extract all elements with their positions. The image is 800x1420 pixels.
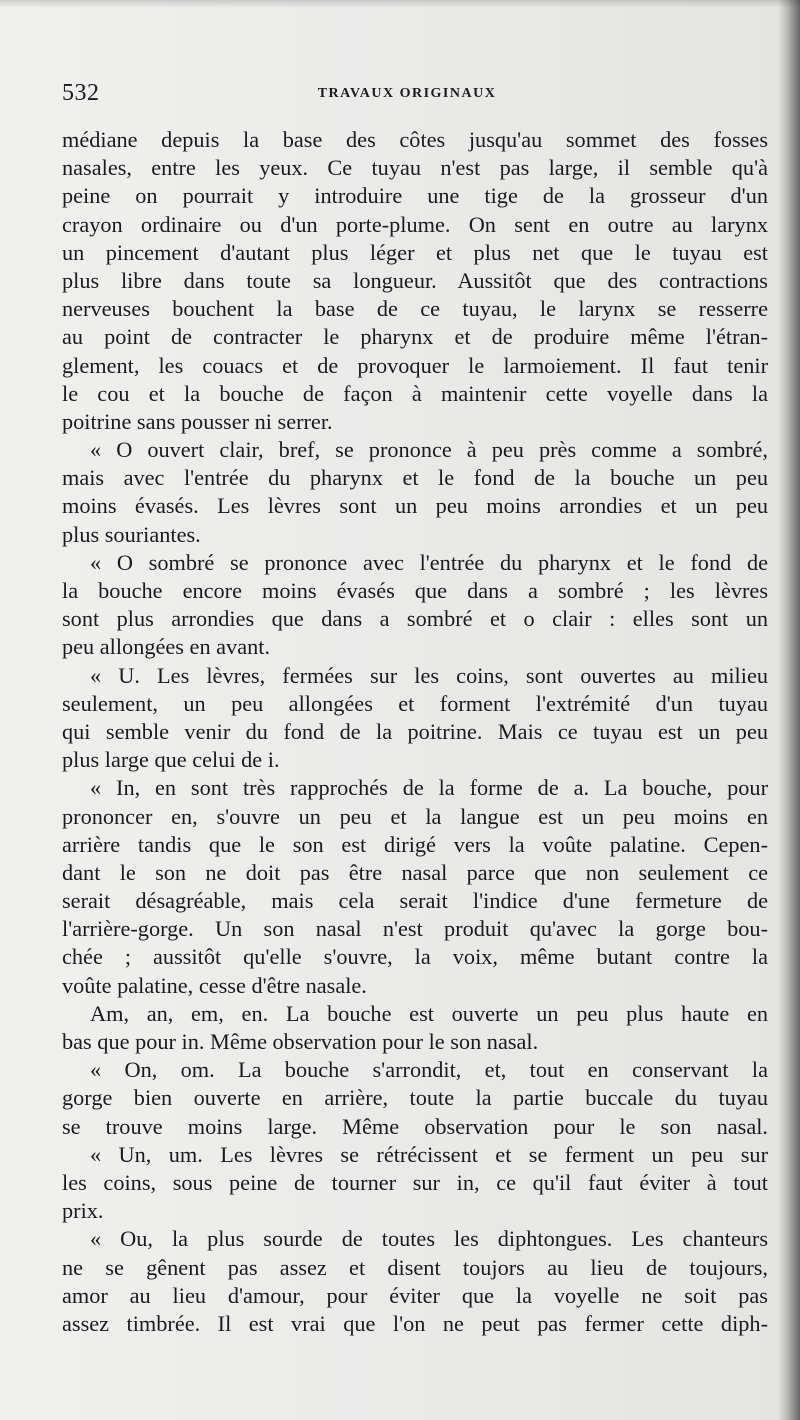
text-line: plus libre dans toute sa longueur. Aussitôt que des contractions (62, 267, 768, 293)
text-line: chée ; aussitôt qu'elle s'ouvre, la voix, même butant contre la (62, 944, 768, 970)
text-line: au point de contracter le pharynx et de produire même l'étran- (62, 324, 768, 350)
text-line: « O sombré se prononce avec l'entrée du pharynx et le fond de (90, 549, 768, 575)
text-line: dant le son ne doit pas être nasal parce que non seulement ce (62, 859, 768, 885)
text-line: peine on pourrait y introduire une tige de la grosseur d'un (62, 183, 768, 209)
text-line: un pincement d'autant plus léger et plus net que le tuyau est (62, 239, 768, 265)
text-line: « U. Les lèvres, fermées sur les coins, sont ouvertes au milieu (90, 662, 768, 688)
text-line: nerveuses bouchent la base de ce tuyau, le larynx se resserre (62, 296, 768, 322)
text-line: qui semble venir du fond de la poitrine. Mais ce tuyau est un peu (62, 718, 768, 744)
text-line: moins évasés. Les lèvres sont un peu moins arrondies et un peu (62, 493, 768, 519)
text-line: plus souriantes. (62, 521, 201, 547)
text-line: poitrine sans pousser ni serrer. (62, 408, 333, 434)
text-line: plus large que celui de i. (62, 747, 280, 773)
text-line: arrière tandis que le son est dirigé vers la voûte palatine. Cepen- (62, 831, 768, 857)
text-line: se trouve moins large. Même observation pour le son nasal. (62, 1113, 768, 1139)
text-line: médiane depuis la base des côtes jusqu'au sommet des fosses (62, 127, 768, 152)
text-line: les coins, sous peine de tourner sur in, ce qu'il faut éviter à tout (62, 1169, 768, 1195)
running-head: TRAVAUX ORIGINAUX (317, 86, 497, 101)
text-line: « Un, um. Les lèvres se rétrécissent et se ferment un peu sur (90, 1141, 768, 1167)
text-line: amor au lieu d'amour, pour éviter que la voyelle ne soit pas (62, 1282, 768, 1308)
page-header (62, 80, 752, 110)
text-line: ne se gênent pas assez et disent toujors au lieu de toujours, (62, 1254, 768, 1280)
text-line: sont plus arrondies que dans a sombré et o clair : elles sont un (62, 606, 768, 632)
page-top-shadow (0, 0, 800, 8)
text-line: prix. (62, 1198, 104, 1224)
text-line: « On, om. La bouche s'arrondit, et, tout en conservant la (90, 1057, 768, 1083)
text-line: prononcer en, s'ouvre un peu et la langue est un peu moins en (62, 803, 768, 829)
text-line: peu allongées en avant. (62, 634, 271, 660)
text-line: nasales, entre les yeux. Ce tuyau n'est pas large, il semble qu'à (62, 155, 768, 181)
text-line: mais avec l'entrée du pharynx et le fond de la bouche un peu (62, 465, 768, 491)
text-line: l'arrière-gorge. Un son nasal n'est produit qu'avec la gorge bou- (62, 916, 768, 942)
text-line: crayon ordinaire ou d'un porte-plume. On sent en outre au larynx (62, 211, 768, 237)
text-line: « In, en sont très rapprochés de la forme de a. La bouche, pour (90, 775, 768, 801)
page-gutter-shadow (778, 0, 800, 1420)
text-line: gorge bien ouverte en arrière, toute la partie buccale du tuyau (62, 1085, 768, 1111)
text-line: le cou et la bouche de façon à maintenir cette voyelle dans la (62, 380, 768, 406)
text-line: assez timbrée. Il est vrai que l'on ne peut pas fermer cette diph- (62, 1310, 768, 1336)
body-text (62, 126, 768, 1338)
text-line: la bouche encore moins évasés que dans a sombré ; les lèvres (62, 578, 768, 603)
text-line: Am, an, em, en. La bouche est ouverte un peu plus haute en (90, 1000, 768, 1026)
text-line: voûte palatine, cesse d'être nasale. (62, 972, 367, 998)
text-line: serait désagréable, mais cela serait l'indice d'une fermeture de (62, 888, 768, 914)
text-line: glement, les couacs et de provoquer le larmoiement. Il faut tenir (62, 352, 768, 378)
text-line: « Ou, la plus sourde de toutes les diphtongues. Les chanteurs (90, 1226, 768, 1252)
text-line: seulement, un peu allongées et forment l'extrémité d'un tuyau (62, 690, 768, 716)
text-line: bas que pour in. Même observation pour le son nasal. (62, 1029, 539, 1054)
text-line: « O ouvert clair, bref, se prononce à peu près comme a sombré, (90, 437, 768, 463)
page-number: 532 (62, 80, 100, 106)
